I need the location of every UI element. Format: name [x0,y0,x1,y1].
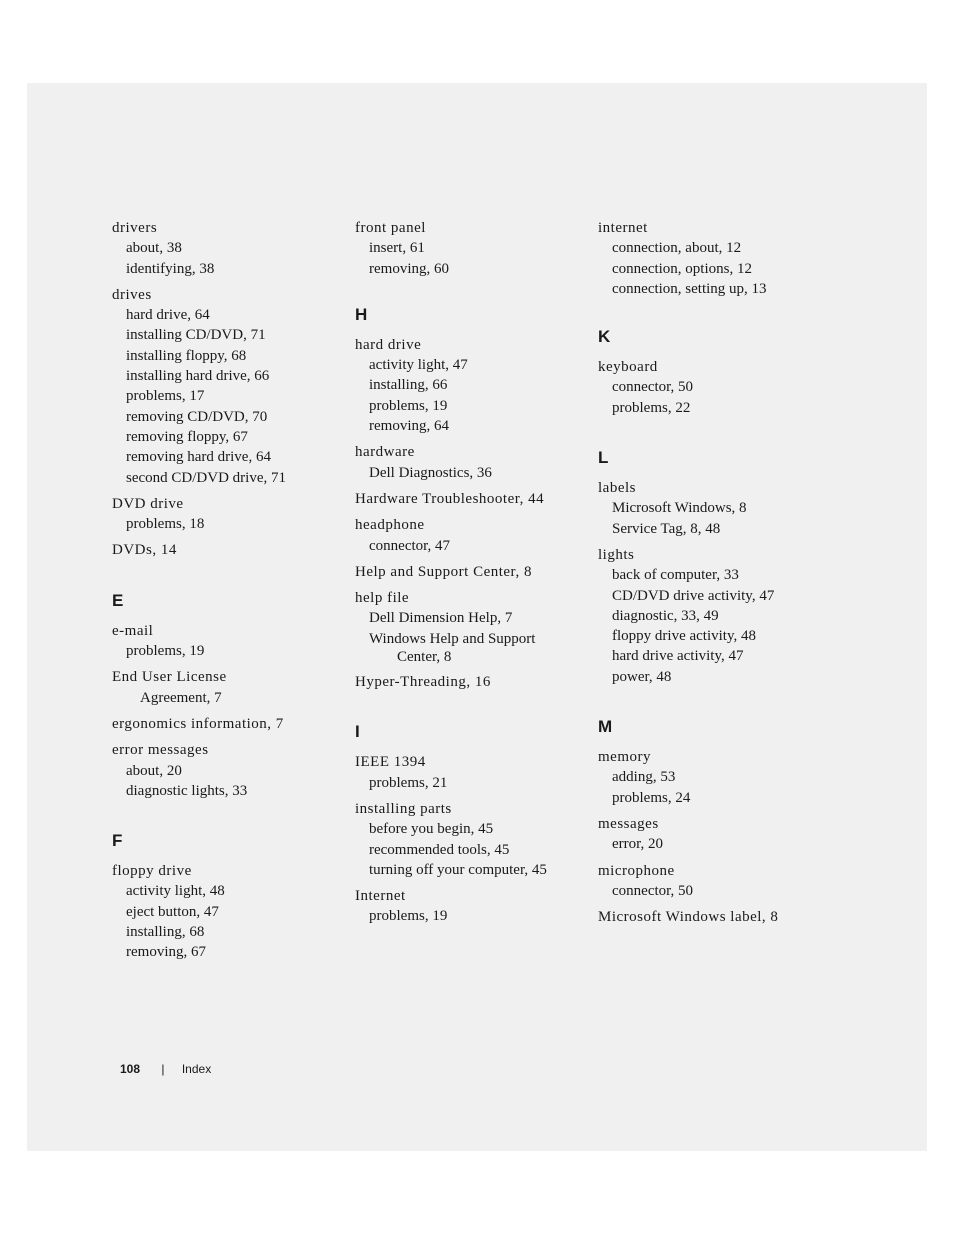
index-entry-internet [598,218,828,299]
index-subentry: installing, 66 [369,377,448,394]
index-subentry: removing CD/DVD, 70 [126,408,268,425]
index-entry-ieee-1394 [355,752,585,793]
index-column-1 [112,218,342,969]
index-subentry: removing, 67 [126,944,206,961]
section-letter-h: H [355,304,368,324]
index-entry-lights [598,545,828,687]
index-entry-memory [598,747,828,808]
index-entry-internet-cap [355,886,585,927]
footer-separator: | [161,1062,165,1076]
index-subentry: problems, 17 [126,388,205,405]
index-term: drivers [112,220,158,236]
index-subentry: adding, 53 [612,769,676,786]
index-subentry: diagnostic, 33, 49 [612,607,719,624]
page-number: 108 [120,1062,141,1076]
index-subentry: installing CD/DVD, 71 [126,327,266,344]
index-subentry: hard drive activity, 47 [612,648,744,665]
index-term: End User License [112,669,227,686]
index-subentry: Dell Diagnostics, 36 [369,464,492,481]
index-entry-ergonomics [112,714,342,734]
index-entry-help-and-support [355,562,585,582]
index-subentry: problems, 19 [369,908,448,925]
index-entry-installing-parts [355,799,585,880]
index-subentry: problems, 19 [369,397,448,414]
index-entry-dvd-drive [112,494,342,535]
index-subentry: error, 20 [612,836,664,853]
index-entry-hard-drive [355,335,585,436]
index-term: Help and Support Center, 8 [355,563,532,580]
index-term: DVDs, 14 [112,542,177,559]
index-column-3 [598,218,828,933]
index-term: Hardware Troubleshooter, 44 [355,490,545,507]
section-letter-l: L [598,448,609,468]
index-entry-messages [598,814,828,855]
index-subentry: installing hard drive, 66 [126,368,270,385]
index-term: lights [598,546,635,563]
index-term: error messages [112,742,209,759]
index-subentry: hard drive, 64 [126,307,210,324]
index-subentry: removing, 64 [369,418,449,435]
index-entry-eula [112,667,342,708]
index-subentry: connector, 50 [612,882,694,899]
index-entry-floppy-drive [112,861,342,962]
index-term: hard drive [355,336,422,353]
index-term: installing parts [355,800,452,817]
index-subentry: back of computer, 33 [612,567,739,584]
index-entry-ms-windows-label [598,907,828,927]
index-subentry: connection, setting up, 13 [612,280,767,297]
index-entry-help-file [355,588,585,666]
index-term: memory [598,749,651,766]
index-subentry: connector, 47 [369,537,451,554]
index-term: keyboard [598,359,658,376]
index-subentry: installing floppy, 68 [126,347,247,364]
index-subentry: identifying, 38 [126,260,215,277]
index-subentry: recommended tools, 45 [369,841,510,858]
index-subentry: installing, 68 [126,924,205,941]
index-subentry: eject button, 47 [126,903,219,920]
index-subentry: before you begin, 45 [369,821,494,838]
index-subentry: problems, 24 [612,789,691,806]
index-subentry: activity light, 48 [126,883,225,900]
index-entry-keyboard [598,357,828,418]
section-letter-k: K [598,327,611,347]
index-term: headphone [355,517,425,534]
index-entry-email [112,621,342,662]
index-subentry: problems, 21 [369,774,448,791]
index-subentry: connection, about, 12 [612,240,742,257]
index-term: Hyper-Threading, 16 [355,674,491,691]
index-subentry: problems, 18 [126,516,205,533]
index-subentry: removing, 60 [369,260,449,277]
index-term: microphone [598,862,675,879]
index-entry-front-panel [355,218,585,279]
section-letter-f: F [112,831,123,851]
index-term: front panel [355,220,426,236]
page-footer [120,1062,211,1076]
index-subentry: activity light, 47 [369,357,468,374]
index-entry-headphone [355,515,585,556]
index-subentry: removing floppy, 67 [126,428,248,445]
index-subentry: power, 48 [612,668,672,685]
index-term: help file [355,590,410,607]
index-entry-error-messages [112,740,342,801]
index-term: internet [598,220,648,236]
index-entry-microphone [598,861,828,902]
index-column-2 [355,218,585,933]
index-term: Microsoft Windows label, 8 [598,909,779,926]
index-subentry: insert, 61 [369,240,425,257]
index-subentry: second CD/DVD drive, 71 [126,469,286,486]
index-subentry: turning off your computer, 45 [369,861,547,878]
section-letter-m: M [598,717,613,737]
index-subentry: removing hard drive, 64 [126,449,271,466]
index-term: messages [598,815,659,832]
index-term: drives [112,286,152,303]
index-entry-drives [112,285,342,488]
index-term-continuation: Agreement, 7 [140,689,222,706]
index-entry-hyper-threading [355,672,585,692]
index-term: Internet [355,888,406,905]
index-subentry: Microsoft Windows, 8 [612,500,747,517]
index-subentry: diagnostic lights, 33 [126,782,248,799]
index-entry-hardware-troubleshooter [355,489,585,509]
index-subentry: problems, 22 [612,399,691,416]
index-entry-drivers [112,218,342,279]
footer-section-title: Index [181,1062,212,1076]
index-subentry: Service Tag, 8, 48 [612,520,721,537]
index-term: labels [598,480,636,497]
index-entry-dvds [112,540,342,560]
index-term: DVD drive [112,495,184,512]
index-term: IEEE 1394 [355,754,426,771]
section-letter-i: I [355,722,360,742]
index-term: e-mail [112,622,154,639]
section-letter-e: E [112,590,124,610]
index-term: ergonomics information, 7 [112,715,284,732]
index-subentry: connector, 50 [612,379,694,396]
index-subentry: about, 20 [126,762,182,779]
index-subentry: floppy drive activity, 48 [612,628,756,645]
index-subentry-continuation: Center, 8 [397,649,452,666]
index-term: hardware [355,444,415,461]
index-entry-hardware [355,442,585,483]
index-subentry: connection, options, 12 [612,260,752,277]
index-subentry: CD/DVD drive activity, 47 [612,587,775,604]
index-subentry: about, 38 [126,240,182,257]
index-subentry: problems, 19 [126,643,205,660]
index-subentry: Windows Help and Support [369,630,536,647]
index-subentry: Dell Dimension Help, 7 [369,610,513,627]
index-term: floppy drive [112,863,192,880]
index-entry-labels [598,478,828,539]
